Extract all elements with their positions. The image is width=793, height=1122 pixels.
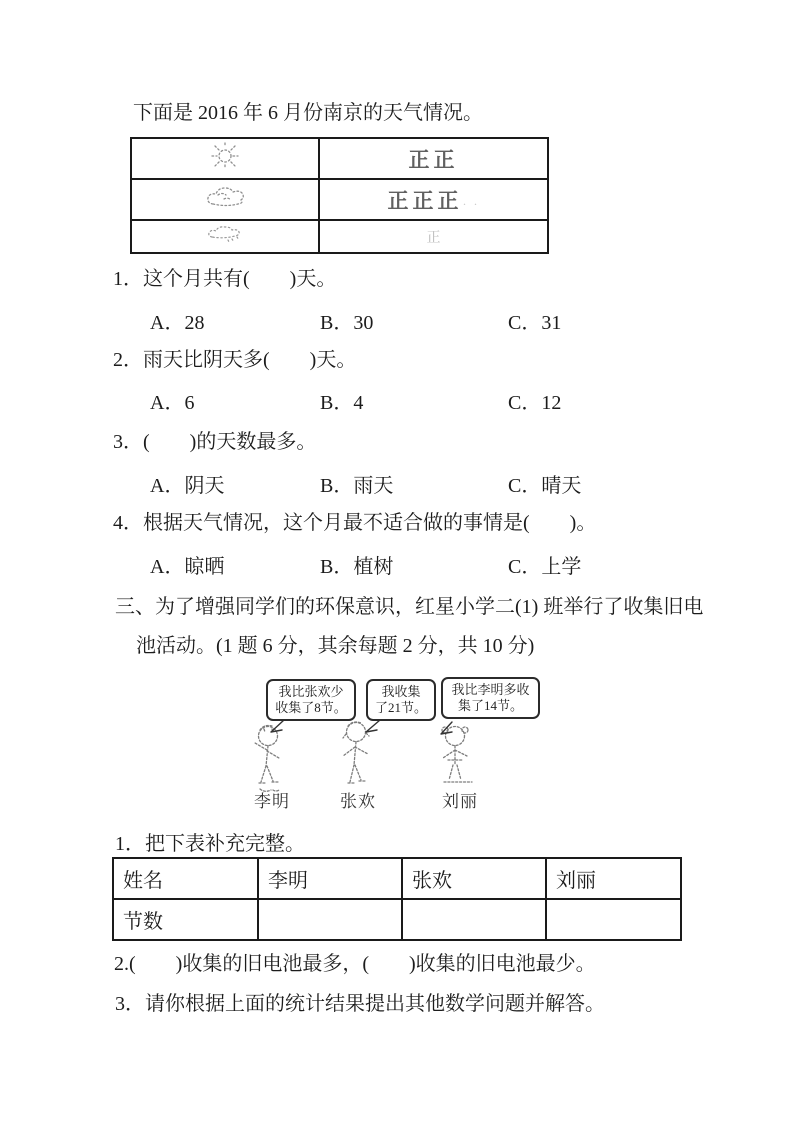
header-cell-zhanghuan: 张欢 — [402, 858, 546, 899]
option-4b: B．植树 — [320, 556, 394, 578]
question-3-options — [150, 469, 750, 495]
option-4c: C．上学 — [508, 556, 582, 578]
bubble-text: 我收集 — [381, 684, 421, 699]
option-4a: A．晾晒 — [150, 556, 225, 578]
intro-text: 下面是 2016 年 6 月份南京的天气情况。 — [133, 102, 483, 124]
sub-question-2: 2.( )收集的旧电池最多，( )收集的旧电池最少。 — [114, 953, 596, 975]
tally-cell — [319, 179, 548, 220]
question-1: 1．这个月共有( )天。 — [113, 268, 337, 290]
answer-blank-liuli — [546, 899, 681, 940]
tally-marks-rainy: 正 — [426, 230, 441, 246]
speech-bubble-zhanghuan — [366, 679, 436, 721]
cloud-icon — [201, 181, 249, 213]
table-count-row — [113, 899, 681, 940]
option-1b: B．30 — [320, 312, 374, 334]
option-1c: C．31 — [508, 312, 562, 334]
child-name-zhanghuan: 张欢 — [340, 792, 376, 811]
header-cell-liming: 李明 — [258, 858, 402, 899]
option-3a: A．阴天 — [150, 475, 225, 497]
option-3b: B．雨天 — [320, 475, 394, 497]
question-3: 3．( )的天数最多。 — [113, 431, 317, 453]
weather-tally-table — [130, 137, 549, 254]
sun-icon — [203, 140, 247, 172]
tally-cell — [319, 138, 548, 179]
battery-count-table — [112, 857, 682, 941]
answer-blank-zhanghuan — [402, 899, 546, 940]
sub-question-3: 3．请你根据上面的统计结果提出其他数学问题并解答。 — [115, 993, 605, 1015]
tally-faint-marks: · · — [462, 196, 480, 211]
header-cell-liuli: 刘丽 — [546, 858, 681, 899]
option-2b: B．4 — [320, 392, 364, 414]
option-3c: C．晴天 — [508, 475, 582, 497]
weather-icon-cell — [131, 220, 319, 253]
weather-row-cloudy — [131, 179, 548, 220]
tally-marks-cloudy: 正正正 — [387, 188, 463, 213]
weather-row-rainy — [131, 220, 548, 253]
answer-blank-liming — [258, 899, 402, 940]
row-label-count: 节数 — [113, 899, 258, 940]
bubble-text: 了21节。 — [374, 700, 427, 715]
option-2a: A．6 — [150, 392, 195, 414]
table-header-row — [113, 858, 681, 899]
weather-row-sunny — [131, 138, 548, 179]
bubble-text: 收集了8节。 — [275, 700, 347, 715]
speech-bubble-liming — [266, 679, 356, 721]
sub-question-1: 1．把下表补充完整。 — [115, 833, 305, 855]
option-1a: A．28 — [150, 312, 205, 334]
speech-bubble-liuli — [441, 677, 540, 719]
section-three-line2: 池活动。(1 题 6 分，其余每题 2 分，共 10 分) — [136, 635, 535, 657]
option-2c: C．12 — [508, 392, 562, 414]
weather-icon-cell — [131, 138, 319, 179]
question-4-options — [150, 550, 750, 576]
section-three-line1: 三、为了增强同学们的环保意识，红星小学二(1) 班举行了收集旧电 — [115, 596, 704, 618]
question-4: 4．根据天气情况，这个月最不适合做的事情是( )。 — [113, 512, 597, 534]
header-cell-name: 姓名 — [113, 858, 258, 899]
question-1-options — [150, 306, 750, 332]
weather-icon-cell — [131, 179, 319, 220]
bubble-text: 集了14节。 — [457, 698, 523, 713]
rain-cloud-icon — [202, 222, 248, 246]
child-name-liming: 李明 — [254, 792, 290, 811]
question-2: 2．雨天比阴天多( )天。 — [113, 349, 357, 371]
child-name-liuli: 刘丽 — [442, 792, 478, 811]
tally-cell — [319, 220, 548, 253]
tally-marks-sunny: 正正 — [408, 147, 459, 172]
question-2-options — [150, 386, 750, 412]
bubble-text: 我比李明多收 — [451, 682, 530, 697]
bubble-text: 我比张欢少 — [278, 684, 344, 699]
